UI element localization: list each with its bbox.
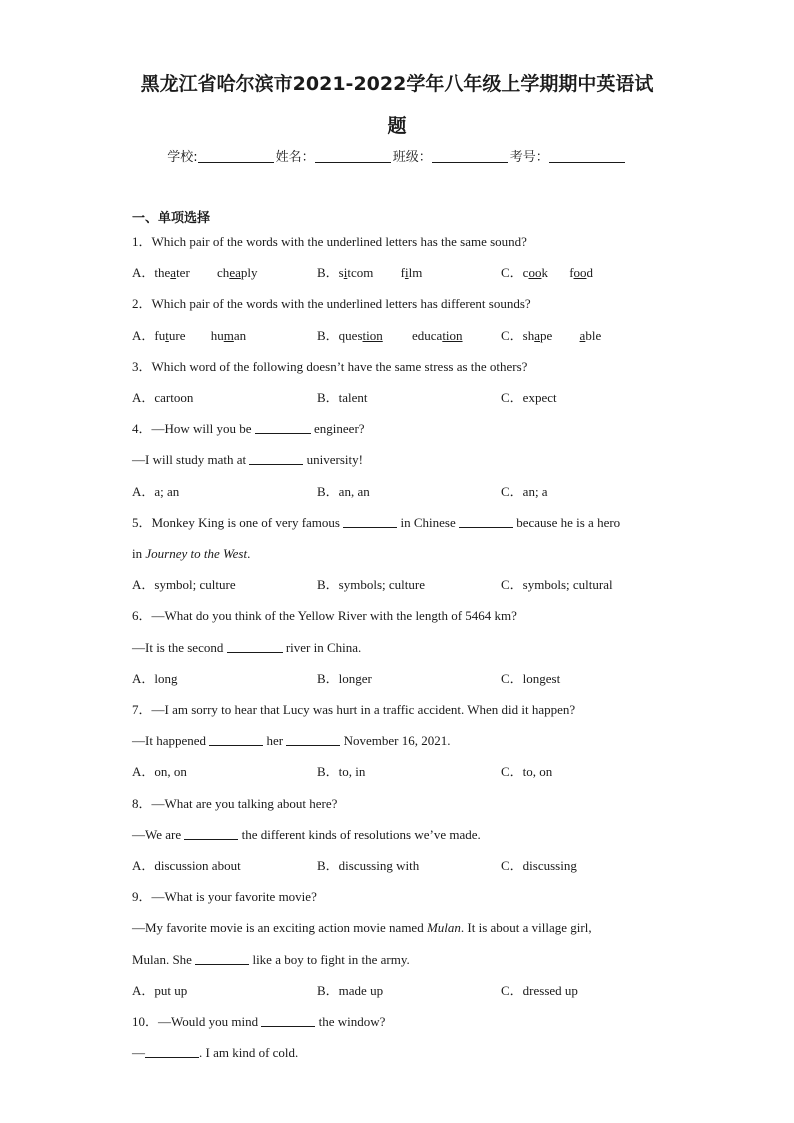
question-8-line2: —We are the different kinds of resolutions we’ve made. [132, 827, 481, 842]
school-label: 学校: [167, 150, 198, 165]
question-2-stem: 2．Which pair of the words with the underlined letters has different sounds? [132, 296, 531, 311]
q5-option-a[interactable]: A．symbol; culture [132, 577, 236, 592]
q8-option-c[interactable]: C．discussing [501, 858, 577, 873]
answer-blank [286, 733, 340, 746]
answer-blank [255, 421, 311, 434]
q6-option-a[interactable]: A．long [132, 671, 178, 686]
q3-option-c[interactable]: C．expect [501, 390, 557, 405]
q1-option-c[interactable]: C．cook food [501, 265, 594, 280]
q9-option-b[interactable]: B．made up [317, 983, 384, 998]
q7-option-a[interactable]: A．on, on [132, 764, 187, 779]
exam-title-line2: 题 [387, 115, 407, 137]
answer-blank [459, 515, 513, 528]
answer-blank [227, 640, 283, 653]
question-6-line1: 6．—What do you think of the Yellow River with the length of 5464 km? [132, 608, 517, 623]
q2-option-a[interactable]: A．future human [132, 328, 247, 343]
q2-option-b[interactable]: B．question education [317, 328, 463, 343]
question-9-line2: —My favorite movie is an exciting action movie named Mulan. It is about a village girl, [132, 920, 592, 935]
section-heading: 一、单项选择 [132, 211, 211, 226]
question-7-line1: 7．—I am sorry to hear that Lucy was hurt in a traffic accident. When did it happen? [132, 702, 576, 717]
answer-blank [209, 733, 263, 746]
q1-option-a[interactable]: A．theater cheaply [132, 265, 258, 280]
answer-blank [249, 452, 303, 465]
question-9-line1: 9．—What is your favorite movie? [132, 889, 317, 904]
question-9-line3: Mulan. She like a boy to fight in the army. [132, 952, 410, 967]
answer-blank [343, 515, 397, 528]
question-7-line2: —It happened her November 16, 2021. [132, 733, 451, 748]
question-1-stem: 1．Which pair of the words with the underlined letters has the same sound? [132, 234, 527, 249]
student-info-line [0, 146, 794, 165]
q8-option-a[interactable]: A．discussion about [132, 858, 241, 873]
q7-option-b[interactable]: B．to, in [317, 764, 366, 779]
answer-blank [195, 952, 249, 965]
q2-option-c[interactable]: C．shape able [501, 328, 602, 343]
answer-blank [184, 827, 238, 840]
class-label: 班级： [392, 150, 432, 165]
question-8-line1: 8．—What are you talking about here? [132, 796, 338, 811]
school-blank[interactable] [198, 149, 274, 163]
question-5-line2: in Journey to the West. [132, 546, 251, 561]
q4-option-a[interactable]: A．a; an [132, 484, 180, 499]
answer-blank [261, 1014, 315, 1027]
question-6-line2: —It is the second river in China. [132, 640, 362, 655]
q9-option-a[interactable]: A．put up [132, 983, 188, 998]
q4-option-b[interactable]: B．an, an [317, 484, 370, 499]
number-blank[interactable] [549, 149, 625, 163]
q4-option-c[interactable]: C．an; a [501, 484, 548, 499]
q5-option-b[interactable]: B．symbols; culture [317, 577, 425, 592]
q5-option-c[interactable]: C．symbols; cultural [501, 577, 613, 592]
question-10-line2: — . I am kind of cold. [132, 1045, 299, 1060]
question-3-stem: 3．Which word of the following doesn’t have the same stress as the others? [132, 359, 528, 374]
q1-option-b[interactable]: B．sitcom film [317, 265, 423, 280]
name-label: 姓名： [275, 150, 315, 165]
q3-option-b[interactable]: B．talent [317, 390, 368, 405]
question-5-line1: 5．Monkey King is one of very famous in Chinese because he is a hero [132, 515, 621, 530]
q8-option-b[interactable]: B．discussing with [317, 858, 420, 873]
number-label: 考号： [509, 150, 549, 165]
question-4-line1: 4．—How will you be engineer? [132, 421, 365, 436]
q7-option-c[interactable]: C．to, on [501, 764, 553, 779]
exam-title-line1: 黑龙江省哈尔滨市2021-2022学年八年级上学期期中英语试 [140, 73, 654, 95]
class-blank[interactable] [432, 149, 508, 163]
answer-blank [145, 1045, 199, 1058]
q6-option-b[interactable]: B．longer [317, 671, 372, 686]
question-4-line2: —I will study math at university! [132, 452, 363, 467]
name-blank[interactable] [315, 149, 391, 163]
q3-option-a[interactable]: A．cartoon [132, 390, 194, 405]
q6-option-c[interactable]: C．longest [501, 671, 561, 686]
q9-option-c[interactable]: C．dressed up [501, 983, 578, 998]
question-10-line1: 10．—Would you mind the window? [132, 1014, 386, 1029]
